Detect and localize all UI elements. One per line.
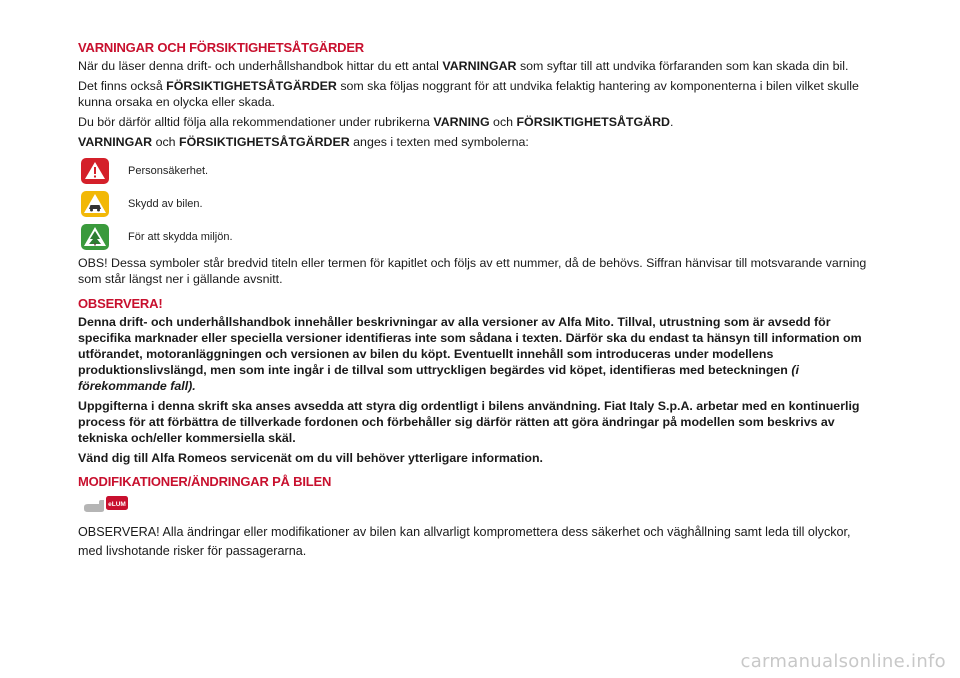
text: och [489, 115, 517, 129]
section-heading-observera: OBSERVERA! [78, 296, 163, 311]
elum-pointer-icon [82, 493, 878, 515]
text: Denna drift- och underhållshandbok innehåller beskrivningar av alla versioner av Alfa Mito. Tillval, utrustning som är avsedd för specifika marknader eller speciella versioner identifieras inte som sådana i texten. Därför ska du endast ta hänsyn till information om utförandet, motoranläggningen och versionen av bilen du köpt. Eventuellt innehåll som introduceras under modellens produktionslivslängd, men som inte ingår i de tillval som uttryckligen begärdes vid köpet, identifieras med beteckningen [78, 315, 862, 377]
paragraph-service-network: Vänd dig till Alfa Romeos servicenät om du vill behöver ytterligare information. [78, 451, 543, 465]
watermark-footer: carmanualsonline.info [740, 651, 946, 672]
text: Det finns också [78, 79, 167, 93]
text: När du läser denna drift- och underhållshandbok hittar du ett antal [78, 59, 443, 73]
text: och [152, 135, 179, 149]
emphasis-text: FÖRSIKTIGHETSÅTGÄRDER [166, 79, 337, 93]
personal-safety-icon [80, 157, 110, 185]
document-page [78, 40, 878, 561]
environment-icon [80, 223, 110, 251]
symbol-label: Skydd av bilen. [128, 197, 203, 210]
emphasis-text: VARNINGAR [442, 59, 517, 73]
text: som ska följas noggrant för att undvika felaktig hantering av komponenterna i bilen vilket skulle kunna orsaka en olycka eller skada. [78, 79, 859, 109]
section-heading-modifications: MODIFIKATIONER/ÄNDRINGAR PÅ BILEN [78, 474, 332, 489]
paragraph-warnings-intro [78, 58, 878, 74]
paragraph-modifications-note: OBSERVERA! Alla ändringar eller modifikationer av bilen kan allvarligt komprometterа dess säkerhet och väghållning samt leda till olyckor, med livshotande risker för passagerarna. [78, 525, 851, 558]
text: anges i texten med symbolerna: [349, 135, 529, 149]
symbol-label: För att skydda miljön. [128, 230, 233, 243]
paragraph-guidance: Uppgifterna i denna skrift ska anses avsedda att styra dig ordentligt i bilens användning. Fiat Italy S.p.A. arbetar med en kontinuerlig process för att förbättra de tillverkade fordonen och förbehåller sig därför rätten att göra ändringar på modellen som beskrivs av tekniska och/eller kommersiella skäl. [78, 399, 860, 445]
car-protection-icon [80, 190, 110, 218]
text: Du bör därför alltid följa alla rekommendationer under rubrikerna [78, 115, 434, 129]
symbol-row-car-protection [78, 187, 878, 220]
paragraph-obs: OBS! Dessa symboler står bredvid titeln eller termen för kapitlet och följs av ett nummer, då de behövs. Siffran hänvisar till motsvarande varning som står längst ner i gällande avsnitt. [78, 256, 867, 286]
paragraph-versions [78, 314, 878, 394]
section-heading-warnings: VARNINGAR OCH FÖRSIKTIGHETSÅTGÄRDER [78, 40, 364, 55]
paragraph-recommendations [78, 114, 878, 130]
symbol-row-personal-safety [78, 154, 878, 187]
elum-badge-text: eLUM [108, 501, 126, 508]
emphasis-text: (i förekommande fall). [78, 363, 799, 393]
text: som syftar till att undvika förfaranden som kan skada din bil. [516, 59, 849, 73]
emphasis-text: VARNINGAR [78, 135, 153, 149]
paragraph-precautions [78, 78, 878, 110]
paragraph-symbols-intro [78, 134, 878, 150]
emphasis-text: VARNING [433, 115, 490, 129]
text: . [670, 115, 674, 129]
symbol-row-environment [78, 220, 878, 253]
symbol-label: Personsäkerhet. [128, 164, 209, 177]
emphasis-text: FÖRSIKTIGHETSÅTGÄRDER [179, 135, 350, 149]
emphasis-text: FÖRSIKTIGHETSÅTGÄRD [516, 115, 670, 129]
